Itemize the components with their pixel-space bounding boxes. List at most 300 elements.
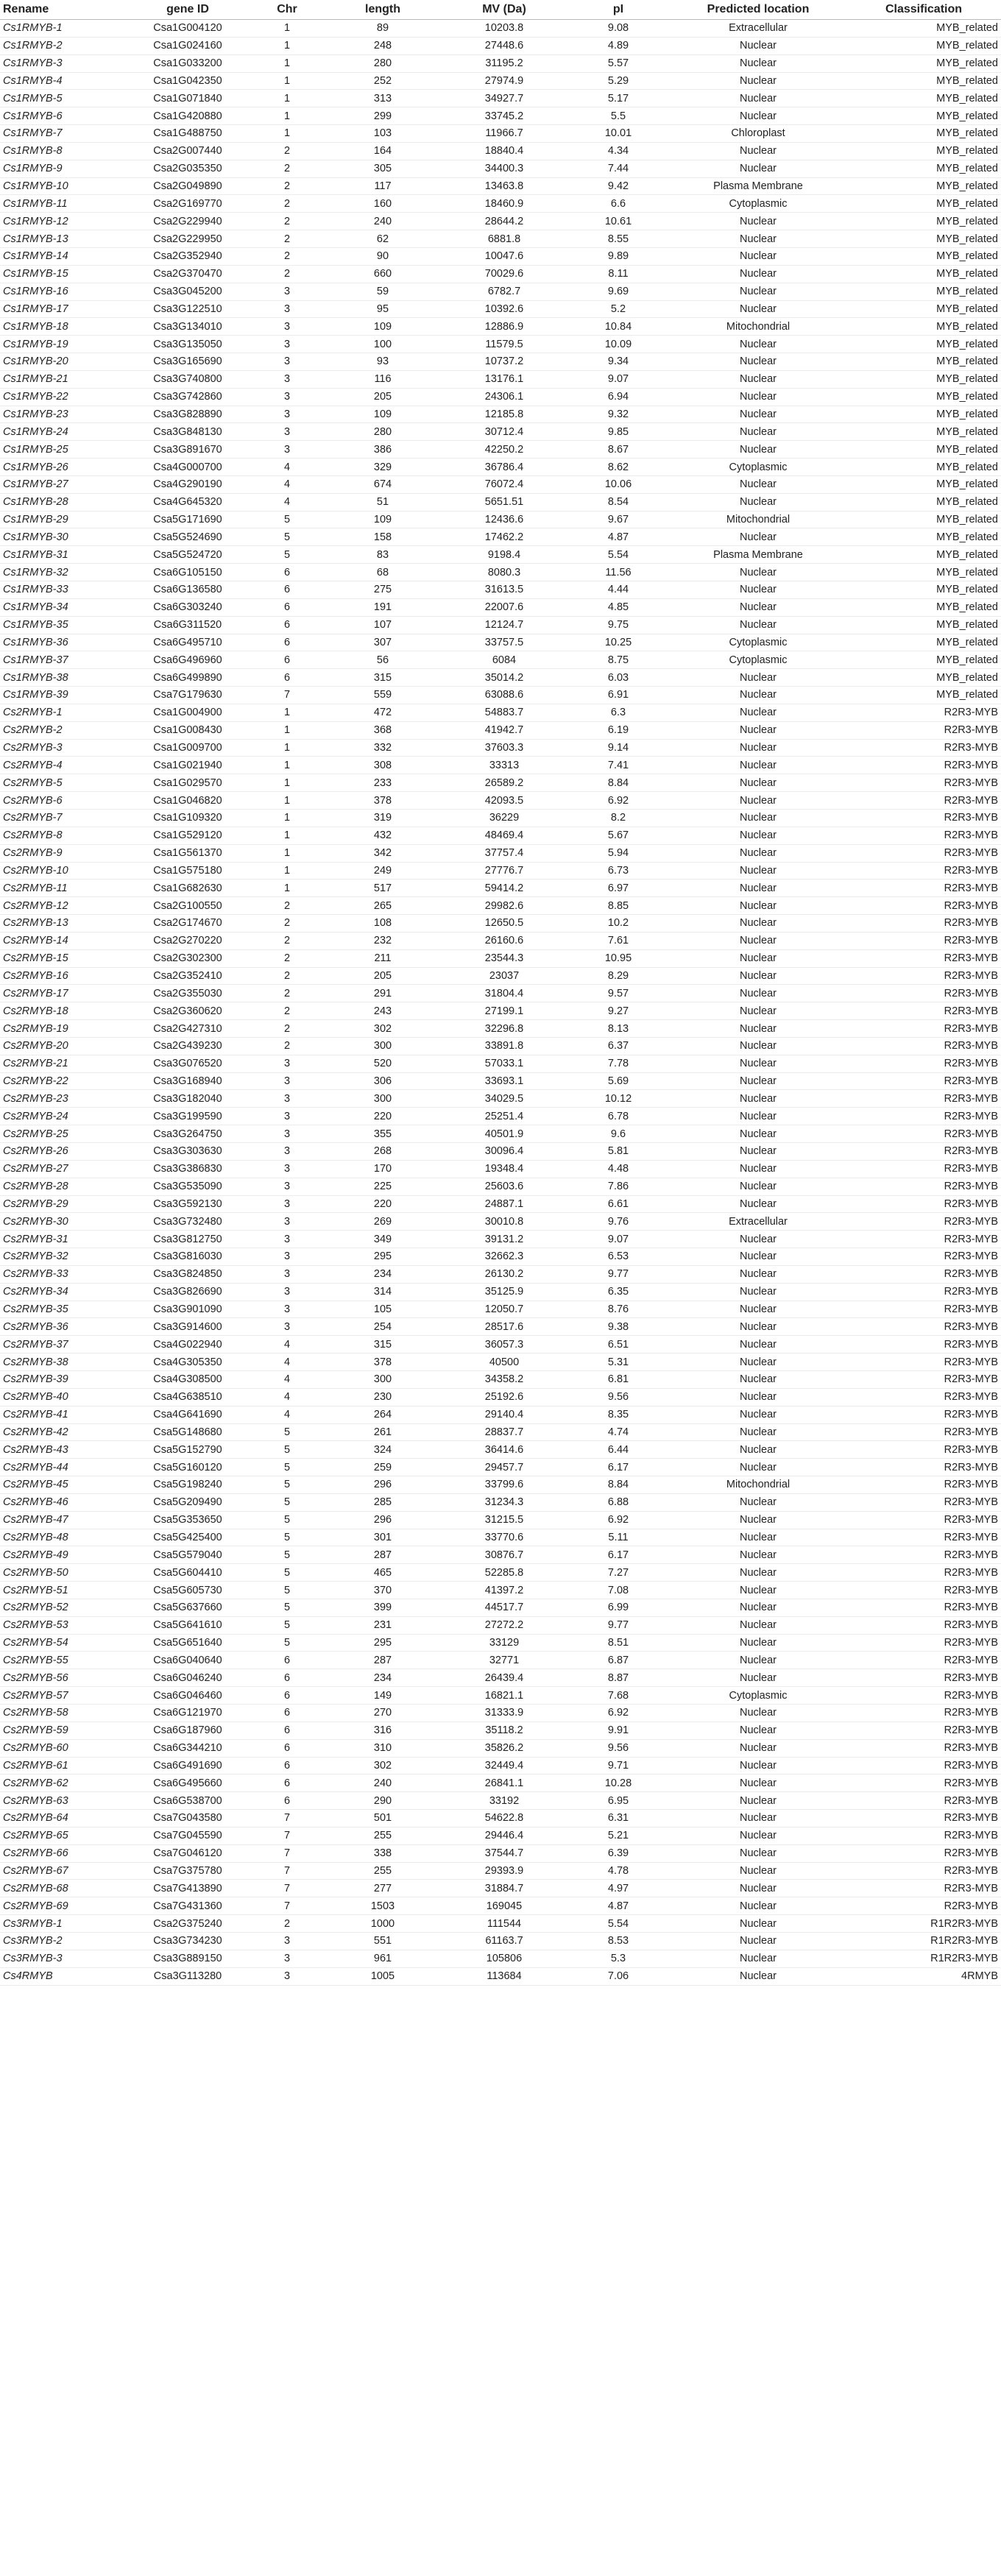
cell-mv: 11579.5 [442, 336, 567, 353]
cell-chr: 3 [250, 1318, 324, 1336]
cell-length: 287 [324, 1546, 442, 1564]
table-row [0, 598, 1001, 616]
cell-pi: 6.53 [567, 1248, 670, 1266]
cell-rename: Cs2RMYB-64 [0, 1810, 125, 1827]
cell-location: Mitochondrial [670, 1476, 846, 1494]
cell-mv: 12124.7 [442, 616, 567, 634]
cell-rename: Cs1RMYB-20 [0, 353, 125, 371]
cell-mv: 6782.7 [442, 283, 567, 300]
cell-chr: 3 [250, 1143, 324, 1161]
cell-pi: 9.32 [567, 406, 670, 423]
table-row [0, 90, 1001, 107]
cell-chr: 6 [250, 1652, 324, 1669]
cell-location: Nuclear [670, 1459, 846, 1476]
cell-gene-id: Csa2G270220 [125, 932, 250, 949]
cell-pi: 5.57 [567, 54, 670, 72]
cell-classification: R2R3-MYB [846, 1634, 1001, 1652]
cell-mv: 33799.6 [442, 1476, 567, 1494]
cell-pi: 4.44 [567, 581, 670, 599]
table-row [0, 1160, 1001, 1178]
cell-rename: Cs2RMYB-25 [0, 1125, 125, 1143]
cell-chr: 1 [250, 125, 324, 143]
table-row [0, 1493, 1001, 1511]
cell-chr: 1 [250, 792, 324, 810]
cell-pi: 10.95 [567, 949, 670, 967]
cell-classification: R2R3-MYB [846, 1388, 1001, 1406]
table-row [0, 1213, 1001, 1231]
cell-pi: 6.78 [567, 1108, 670, 1125]
cell-rename: Cs1RMYB-39 [0, 687, 125, 704]
cell-location: Nuclear [670, 1669, 846, 1687]
cell-pi: 8.84 [567, 1476, 670, 1494]
cell-pi: 8.35 [567, 1406, 670, 1423]
cell-rename: Cs2RMYB-28 [0, 1178, 125, 1195]
cell-gene-id: Csa6G311520 [125, 616, 250, 634]
cell-rename: Cs1RMYB-37 [0, 651, 125, 669]
cell-classification: R2R3-MYB [846, 1722, 1001, 1739]
table-row [0, 932, 1001, 949]
table-row [0, 1739, 1001, 1757]
cell-mv: 27974.9 [442, 72, 567, 90]
cell-rename: Cs2RMYB-67 [0, 1862, 125, 1880]
cell-mv: 105806 [442, 1950, 567, 1967]
cell-rename: Cs2RMYB-69 [0, 1897, 125, 1915]
cell-length: 95 [324, 300, 442, 318]
cell-length: 268 [324, 1143, 442, 1161]
cell-mv: 26160.6 [442, 932, 567, 949]
table-row [0, 1143, 1001, 1161]
cell-rename: Cs1RMYB-12 [0, 213, 125, 230]
cell-mv: 27776.7 [442, 862, 567, 880]
cell-mv: 63088.6 [442, 687, 567, 704]
cell-location: Cytoplasmic [670, 459, 846, 476]
cell-chr: 4 [250, 493, 324, 511]
table-row [0, 985, 1001, 1002]
cell-classification: R2R3-MYB [846, 1037, 1001, 1055]
cell-gene-id: Csa2G352410 [125, 967, 250, 985]
cell-gene-id: Csa5G198240 [125, 1476, 250, 1494]
cell-mv: 26841.1 [442, 1774, 567, 1792]
cell-gene-id: Csa5G160120 [125, 1459, 250, 1476]
cell-chr: 6 [250, 1757, 324, 1774]
cell-gene-id: Csa3G535090 [125, 1178, 250, 1195]
cell-mv: 12886.9 [442, 318, 567, 336]
cell-location: Nuclear [670, 388, 846, 406]
cell-pi: 7.86 [567, 1178, 670, 1195]
cell-location: Nuclear [670, 1336, 846, 1354]
cell-mv: 31234.3 [442, 1493, 567, 1511]
cell-chr: 1 [250, 37, 324, 54]
cell-length: 170 [324, 1160, 442, 1178]
cell-length: 332 [324, 739, 442, 757]
cell-location: Nuclear [670, 1652, 846, 1669]
cell-gene-id: Csa5G604410 [125, 1564, 250, 1582]
cell-length: 280 [324, 423, 442, 441]
cell-length: 285 [324, 1493, 442, 1511]
cell-gene-id: Csa5G209490 [125, 1493, 250, 1511]
cell-gene-id: Csa1G488750 [125, 125, 250, 143]
cell-chr: 4 [250, 1388, 324, 1406]
cell-gene-id: Csa7G046120 [125, 1844, 250, 1862]
cell-length: 299 [324, 107, 442, 125]
cell-gene-id: Csa4G641690 [125, 1406, 250, 1423]
cell-pi: 9.42 [567, 177, 670, 195]
cell-location: Nuclear [670, 1774, 846, 1792]
cell-classification: MYB_related [846, 142, 1001, 160]
cell-classification: R2R3-MYB [846, 1002, 1001, 1020]
cell-length: 264 [324, 1406, 442, 1423]
cell-location: Nuclear [670, 844, 846, 862]
cell-classification: MYB_related [846, 318, 1001, 336]
cell-rename: Cs2RMYB-34 [0, 1283, 125, 1301]
cell-rename: Cs2RMYB-20 [0, 1037, 125, 1055]
cell-gene-id: Csa5G524690 [125, 528, 250, 546]
cell-length: 301 [324, 1529, 442, 1546]
cell-location: Nuclear [670, 1880, 846, 1897]
cell-mv: 31884.7 [442, 1880, 567, 1897]
cell-chr: 3 [250, 388, 324, 406]
cell-rename: Cs1RMYB-17 [0, 300, 125, 318]
cell-pi: 6.35 [567, 1283, 670, 1301]
cell-chr: 3 [250, 1108, 324, 1125]
cell-mv: 76072.4 [442, 475, 567, 493]
cell-gene-id: Csa5G425400 [125, 1529, 250, 1546]
table-row [0, 1967, 1001, 1985]
table-row [0, 792, 1001, 810]
cell-rename: Cs1RMYB-38 [0, 669, 125, 687]
cell-chr: 1 [250, 107, 324, 125]
cell-classification: R2R3-MYB [846, 1354, 1001, 1371]
cell-chr: 5 [250, 1546, 324, 1564]
table-row [0, 300, 1001, 318]
cell-length: 280 [324, 54, 442, 72]
cell-length: 255 [324, 1827, 442, 1844]
cell-pi: 6.88 [567, 1493, 670, 1511]
cell-rename: Cs1RMYB-9 [0, 160, 125, 177]
cell-classification: R2R3-MYB [846, 932, 1001, 949]
cell-mv: 35826.2 [442, 1739, 567, 1757]
cell-rename: Cs2RMYB-66 [0, 1844, 125, 1862]
cell-rename: Cs1RMYB-25 [0, 441, 125, 459]
cell-pi: 9.69 [567, 283, 670, 300]
cell-chr: 5 [250, 1511, 324, 1529]
table-row [0, 1774, 1001, 1792]
cell-pi: 10.61 [567, 213, 670, 230]
cell-location: Nuclear [670, 283, 846, 300]
cell-pi: 9.07 [567, 1231, 670, 1248]
cell-length: 230 [324, 1388, 442, 1406]
cell-chr: 1 [250, 809, 324, 827]
cell-location: Nuclear [670, 90, 846, 107]
cell-chr: 1 [250, 757, 324, 774]
cell-rename: Cs1RMYB-11 [0, 195, 125, 213]
cell-gene-id: Csa1G529120 [125, 827, 250, 844]
cell-classification: R2R3-MYB [846, 1582, 1001, 1599]
cell-location: Nuclear [670, 247, 846, 265]
cell-length: 329 [324, 459, 442, 476]
cell-pi: 5.29 [567, 72, 670, 90]
cell-chr: 5 [250, 1616, 324, 1634]
cell-gene-id: Csa7G045590 [125, 1827, 250, 1844]
cell-classification: R2R3-MYB [846, 1336, 1001, 1354]
cell-mv: 30712.4 [442, 423, 567, 441]
cell-classification: R2R3-MYB [846, 1810, 1001, 1827]
cell-location: Nuclear [670, 1722, 846, 1739]
cell-rename: Cs2RMYB-61 [0, 1757, 125, 1774]
cell-chr: 1 [250, 827, 324, 844]
cell-location: Extracellular [670, 1213, 846, 1231]
cell-length: 233 [324, 774, 442, 792]
cell-mv: 31195.2 [442, 54, 567, 72]
table-row [0, 72, 1001, 90]
cell-chr: 3 [250, 1195, 324, 1213]
cell-mv: 6084 [442, 651, 567, 669]
cell-gene-id: Csa5G524720 [125, 546, 250, 564]
cell-chr: 1 [250, 774, 324, 792]
cell-length: 370 [324, 1582, 442, 1599]
cell-classification: R2R3-MYB [846, 844, 1001, 862]
cell-chr: 5 [250, 1493, 324, 1511]
cell-pi: 6.6 [567, 195, 670, 213]
cell-rename: Cs1RMYB-10 [0, 177, 125, 195]
cell-pi: 5.3 [567, 1950, 670, 1967]
cell-length: 307 [324, 634, 442, 651]
cell-gene-id: Csa1G561370 [125, 844, 250, 862]
cell-length: 105 [324, 1301, 442, 1318]
cell-chr: 6 [250, 616, 324, 634]
cell-mv: 26589.2 [442, 774, 567, 792]
cell-rename: Cs4RMYB [0, 1967, 125, 1985]
cell-location: Nuclear [670, 1511, 846, 1529]
cell-pi: 8.62 [567, 459, 670, 476]
cell-mv: 18840.4 [442, 142, 567, 160]
cell-gene-id: Csa2G370470 [125, 265, 250, 283]
cell-classification: R2R3-MYB [846, 897, 1001, 915]
cell-classification: R2R3-MYB [846, 1529, 1001, 1546]
header-location: Predicted location [670, 0, 846, 20]
cell-classification: R2R3-MYB [846, 1599, 1001, 1616]
cell-mv: 23037 [442, 967, 567, 985]
table-row [0, 265, 1001, 283]
cell-location: Nuclear [670, 1002, 846, 1020]
cell-rename: Cs2RMYB-54 [0, 1634, 125, 1652]
cell-mv: 36229 [442, 809, 567, 827]
table-row [0, 651, 1001, 669]
cell-length: 313 [324, 90, 442, 107]
cell-classification: R2R3-MYB [846, 827, 1001, 844]
cell-location: Nuclear [670, 1599, 846, 1616]
cell-mv: 31804.4 [442, 985, 567, 1002]
cell-location: Nuclear [670, 1529, 846, 1546]
cell-rename: Cs2RMYB-4 [0, 757, 125, 774]
cell-location: Nuclear [670, 493, 846, 511]
cell-pi: 9.75 [567, 616, 670, 634]
cell-classification: MYB_related [846, 283, 1001, 300]
cell-rename: Cs1RMYB-8 [0, 142, 125, 160]
cell-rename: Cs2RMYB-37 [0, 1336, 125, 1354]
cell-classification: MYB_related [846, 493, 1001, 511]
cell-chr: 3 [250, 283, 324, 300]
cell-rename: Cs2RMYB-60 [0, 1739, 125, 1757]
cell-mv: 34927.7 [442, 90, 567, 107]
cell-length: 109 [324, 406, 442, 423]
cell-gene-id: Csa1G109320 [125, 809, 250, 827]
cell-length: 107 [324, 616, 442, 634]
cell-chr: 6 [250, 1705, 324, 1722]
cell-location: Nuclear [670, 862, 846, 880]
cell-classification: R2R3-MYB [846, 1546, 1001, 1564]
cell-mv: 8080.3 [442, 564, 567, 581]
cell-pi: 8.75 [567, 651, 670, 669]
cell-gene-id: Csa1G071840 [125, 90, 250, 107]
cell-chr: 3 [250, 370, 324, 388]
cell-pi: 4.97 [567, 1880, 670, 1897]
cell-gene-id: Csa4G305350 [125, 1354, 250, 1371]
cell-gene-id: Csa3G828890 [125, 406, 250, 423]
cell-chr: 2 [250, 1915, 324, 1933]
cell-chr: 6 [250, 564, 324, 581]
cell-mv: 70029.6 [442, 265, 567, 283]
cell-mv: 25603.6 [442, 1178, 567, 1195]
cell-pi: 8.11 [567, 265, 670, 283]
cell-pi: 8.13 [567, 1020, 670, 1038]
cell-gene-id: Csa6G495660 [125, 1774, 250, 1792]
cell-location: Cytoplasmic [670, 651, 846, 669]
cell-length: 225 [324, 1178, 442, 1195]
cell-chr: 6 [250, 669, 324, 687]
cell-rename: Cs2RMYB-50 [0, 1564, 125, 1582]
cell-chr: 5 [250, 528, 324, 546]
cell-rename: Cs2RMYB-47 [0, 1511, 125, 1529]
cell-mv: 12436.6 [442, 511, 567, 528]
cell-chr: 2 [250, 1002, 324, 1020]
table-row [0, 721, 1001, 739]
table-row [0, 1792, 1001, 1810]
cell-pi: 7.68 [567, 1687, 670, 1705]
cell-pi: 5.67 [567, 827, 670, 844]
table-row [0, 336, 1001, 353]
cell-chr: 4 [250, 475, 324, 493]
cell-location: Nuclear [670, 1072, 846, 1090]
cell-pi: 9.89 [567, 247, 670, 265]
cell-pi: 10.28 [567, 1774, 670, 1792]
cell-classification: R2R3-MYB [846, 809, 1001, 827]
cell-mv: 33192 [442, 1792, 567, 1810]
cell-mv: 28837.7 [442, 1423, 567, 1441]
cell-chr: 4 [250, 459, 324, 476]
cell-chr: 2 [250, 1037, 324, 1055]
cell-rename: Cs2RMYB-38 [0, 1354, 125, 1371]
cell-mv: 24887.1 [442, 1195, 567, 1213]
cell-pi: 9.56 [567, 1739, 670, 1757]
cell-pi: 5.21 [567, 1827, 670, 1844]
cell-classification: R2R3-MYB [846, 1125, 1001, 1143]
cell-classification: MYB_related [846, 598, 1001, 616]
cell-pi: 10.84 [567, 318, 670, 336]
cell-gene-id: Csa3G045200 [125, 283, 250, 300]
cell-chr: 3 [250, 353, 324, 371]
cell-pi: 10.06 [567, 475, 670, 493]
cell-pi: 4.48 [567, 1160, 670, 1178]
cell-chr: 2 [250, 265, 324, 283]
cell-classification: MYB_related [846, 125, 1001, 143]
cell-classification: R2R3-MYB [846, 1564, 1001, 1582]
cell-length: 305 [324, 160, 442, 177]
header-mv: MV (Da) [442, 0, 567, 20]
cell-mv: 36414.6 [442, 1441, 567, 1459]
cell-length: 674 [324, 475, 442, 493]
table-row [0, 1705, 1001, 1722]
cell-classification: R2R3-MYB [846, 1493, 1001, 1511]
cell-location: Mitochondrial [670, 318, 846, 336]
cell-location: Nuclear [670, 1757, 846, 1774]
cell-mv: 26439.4 [442, 1669, 567, 1687]
cell-length: 100 [324, 336, 442, 353]
cell-rename: Cs2RMYB-24 [0, 1108, 125, 1125]
cell-length: 1000 [324, 1915, 442, 1933]
cell-pi: 6.87 [567, 1652, 670, 1669]
cell-mv: 33745.2 [442, 107, 567, 125]
cell-gene-id: Csa2G360620 [125, 1002, 250, 1020]
table-row [0, 1564, 1001, 1582]
cell-chr: 5 [250, 1599, 324, 1616]
table-row [0, 37, 1001, 54]
cell-location: Mitochondrial [670, 511, 846, 528]
cell-pi: 7.27 [567, 1564, 670, 1582]
cell-length: 296 [324, 1511, 442, 1529]
cell-length: 368 [324, 721, 442, 739]
cell-location: Nuclear [670, 160, 846, 177]
cell-mv: 11966.7 [442, 125, 567, 143]
cell-gene-id: Csa3G303630 [125, 1143, 250, 1161]
cell-classification: R2R3-MYB [846, 1318, 1001, 1336]
cell-classification: R2R3-MYB [846, 967, 1001, 985]
cell-location: Plasma Membrane [670, 177, 846, 195]
cell-mv: 12650.5 [442, 915, 567, 933]
cell-location: Nuclear [670, 37, 846, 54]
cell-pi: 8.76 [567, 1301, 670, 1318]
cell-chr: 6 [250, 581, 324, 599]
cell-mv: 30010.8 [442, 1213, 567, 1231]
cell-classification: R2R3-MYB [846, 1072, 1001, 1090]
cell-location: Nuclear [670, 1195, 846, 1213]
cell-chr: 3 [250, 1248, 324, 1266]
cell-mv: 41942.7 [442, 721, 567, 739]
cell-location: Nuclear [670, 774, 846, 792]
cell-location: Nuclear [670, 300, 846, 318]
cell-location: Nuclear [670, 1370, 846, 1388]
cell-gene-id: Csa2G035350 [125, 160, 250, 177]
cell-classification: MYB_related [846, 72, 1001, 90]
cell-mv: 12185.8 [442, 406, 567, 423]
cell-mv: 10392.6 [442, 300, 567, 318]
cell-rename: Cs2RMYB-35 [0, 1301, 125, 1318]
cell-mv: 31613.5 [442, 581, 567, 599]
cell-length: 386 [324, 441, 442, 459]
cell-rename: Cs2RMYB-21 [0, 1055, 125, 1072]
cell-mv: 54883.7 [442, 704, 567, 721]
cell-chr: 6 [250, 1739, 324, 1757]
cell-pi: 9.08 [567, 20, 670, 38]
cell-length: 220 [324, 1195, 442, 1213]
cell-length: 205 [324, 967, 442, 985]
cell-mv: 35125.9 [442, 1283, 567, 1301]
cell-length: 342 [324, 844, 442, 862]
cell-chr: 1 [250, 880, 324, 897]
cell-classification: R2R3-MYB [846, 1774, 1001, 1792]
cell-classification: R2R3-MYB [846, 1195, 1001, 1213]
cell-length: 315 [324, 669, 442, 687]
